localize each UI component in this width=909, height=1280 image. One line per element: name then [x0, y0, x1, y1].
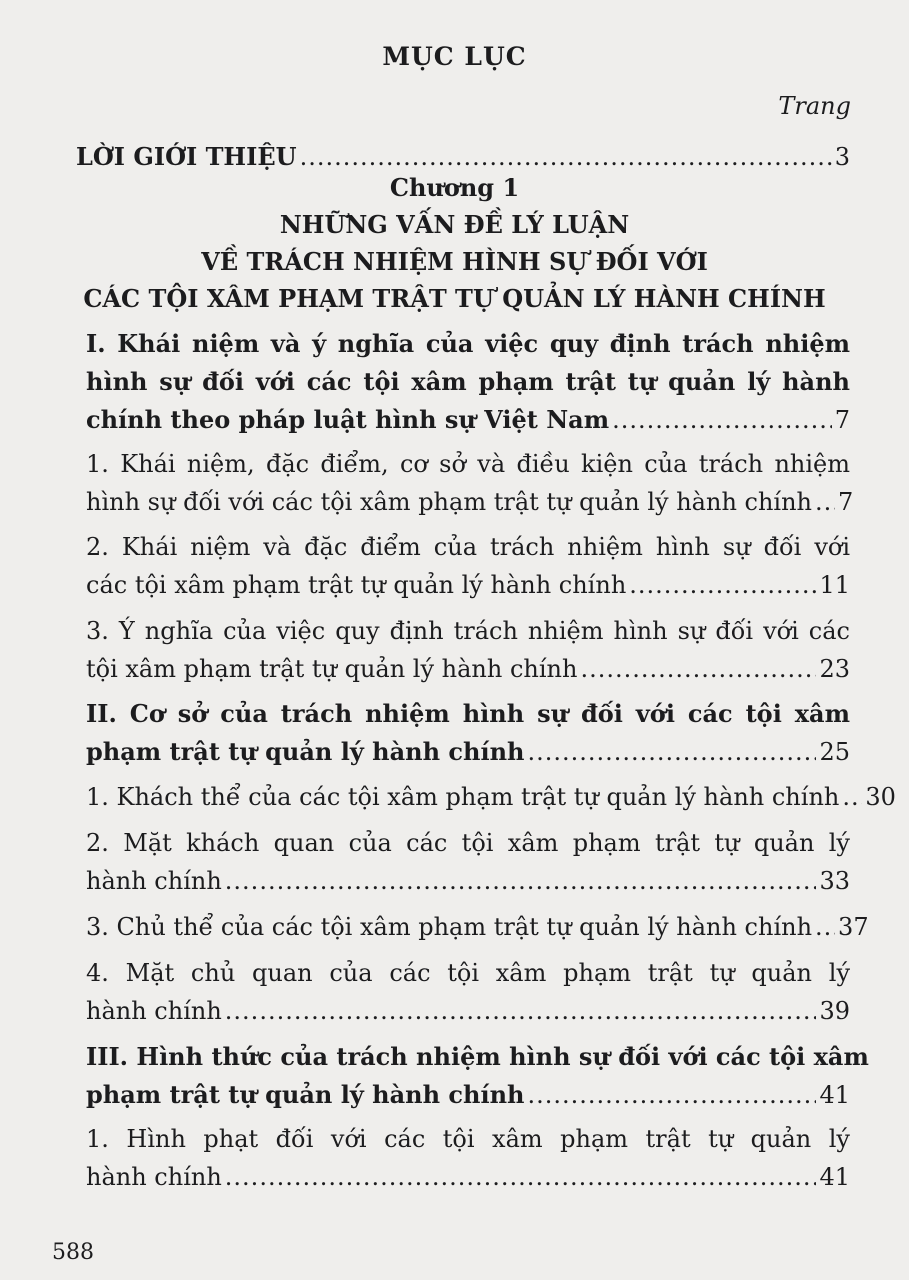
dot-leader	[225, 862, 817, 900]
toc-entry-line: III. Hình thức của trách nhiệm hình sự đối với các tội xâm	[86, 1042, 869, 1071]
chapter-title-line: VỀ TRÁCH NHIỆM HÌNH SỰ ĐỐI VỚI	[201, 247, 708, 276]
toc-page-number: 3	[834, 143, 850, 171]
toc-page-number: 25	[819, 738, 850, 766]
toc-entry	[86, 695, 850, 771]
dot-leader	[629, 566, 816, 604]
toc-entry-line: 3. Ý nghĩa của việc quy định trách nhiệm hình sự đối với các	[86, 617, 850, 645]
toc-entry-line: I. Khái niệm và ý nghĩa của việc quy định trách nhiệm	[86, 329, 850, 358]
dot-leader	[225, 992, 817, 1030]
toc-entry	[86, 325, 850, 439]
toc-page-number: 11	[819, 571, 850, 599]
dot-leader	[225, 1158, 817, 1196]
dot-leader	[815, 908, 835, 946]
dot-leader	[815, 483, 835, 521]
toc-page-number: 7	[834, 406, 850, 434]
dot-leader	[612, 401, 832, 439]
chapter-title-line: NHỮNG VẤN ĐỀ LÝ LUẬN	[279, 210, 630, 239]
page-number: 588	[52, 1240, 94, 1265]
toc-entry-line: hành chính	[86, 1163, 222, 1191]
toc-entry-line: II. Cơ sở của trách nhiệm hình sự đối với các tội xâm	[86, 699, 850, 728]
toc-entry-line: tội xâm phạm trật tự quản lý hành chính	[86, 655, 578, 683]
toc-entry-line: các tội xâm phạm trật tự quản lý hành chính	[86, 571, 627, 599]
toc-entry	[86, 1120, 850, 1196]
toc-entry-line: hình sự đối với các tội xâm phạm trật tự quản lý hành	[86, 367, 850, 396]
dot-leader	[527, 1076, 816, 1114]
toc-entry-line: hành chính	[86, 867, 222, 895]
toc-page-number: 23	[819, 655, 850, 683]
chapter-heading	[0, 170, 909, 317]
page-title: MỤC LỤC	[382, 42, 527, 71]
toc-page-number: 7	[838, 488, 854, 516]
dot-leader	[527, 733, 816, 771]
toc-page-number: 41	[819, 1163, 850, 1191]
toc-entry-line: phạm trật tự quản lý hành chính	[86, 737, 525, 766]
toc-entry-line: 1. Khái niệm, đặc điểm, cơ sở và điều kiện của trách nhiệm	[86, 450, 850, 478]
toc-entry	[86, 528, 850, 604]
toc-entry-line: hành chính	[86, 997, 222, 1025]
dot-leader	[842, 778, 862, 816]
toc-page-number: 41	[819, 1081, 850, 1109]
toc-entry	[86, 1038, 869, 1114]
toc-page-number: 39	[819, 997, 850, 1025]
toc-entry-line: 1. Khách thể của các tội xâm phạm trật tự quản lý hành chính	[86, 783, 840, 811]
toc-page-number: 30	[865, 783, 896, 811]
toc-entry	[86, 824, 850, 900]
toc-page-number: 33	[819, 867, 850, 895]
dot-leader	[580, 650, 816, 688]
toc-entry-line: hình sự đối với các tội xâm phạm trật tự quản lý hành chính	[86, 488, 813, 516]
toc-entry	[86, 778, 896, 816]
toc-entry-line: 2. Khái niệm và đặc điểm của trách nhiệm hình sự đối với	[86, 533, 850, 561]
toc-entry	[86, 908, 869, 946]
toc-entry	[86, 954, 850, 1030]
toc-entry-line: 4. Mặt chủ quan của các tội xâm phạm trật tự quản lý	[86, 959, 850, 987]
toc-entry	[86, 445, 854, 521]
toc-entry-line: 1. Hình phạt đối với các tội xâm phạm trật tự quản lý	[86, 1125, 850, 1153]
page-column-header: Trang	[778, 92, 851, 120]
toc-page-number: 37	[838, 913, 869, 941]
toc-entry-line: 2. Mặt khách quan của các tội xâm phạm trật tự quản lý	[86, 829, 850, 857]
chapter-title-line: CÁC TỘI XÂM PHẠM TRẬT TỰ QUẢN LÝ HÀNH CHÍNH	[83, 284, 826, 313]
toc-entry-line: chính theo pháp luật hình sự Việt Nam	[86, 405, 610, 434]
toc-entry-label: LỜI GIỚI THIỆU	[76, 142, 297, 171]
toc-entry-line: phạm trật tự quản lý hành chính	[86, 1080, 525, 1109]
chapter-label: Chương 1	[389, 173, 520, 202]
toc-entry-line: 3. Chủ thể của các tội xâm phạm trật tự quản lý hành chính	[86, 913, 813, 941]
toc-entry	[86, 612, 850, 688]
